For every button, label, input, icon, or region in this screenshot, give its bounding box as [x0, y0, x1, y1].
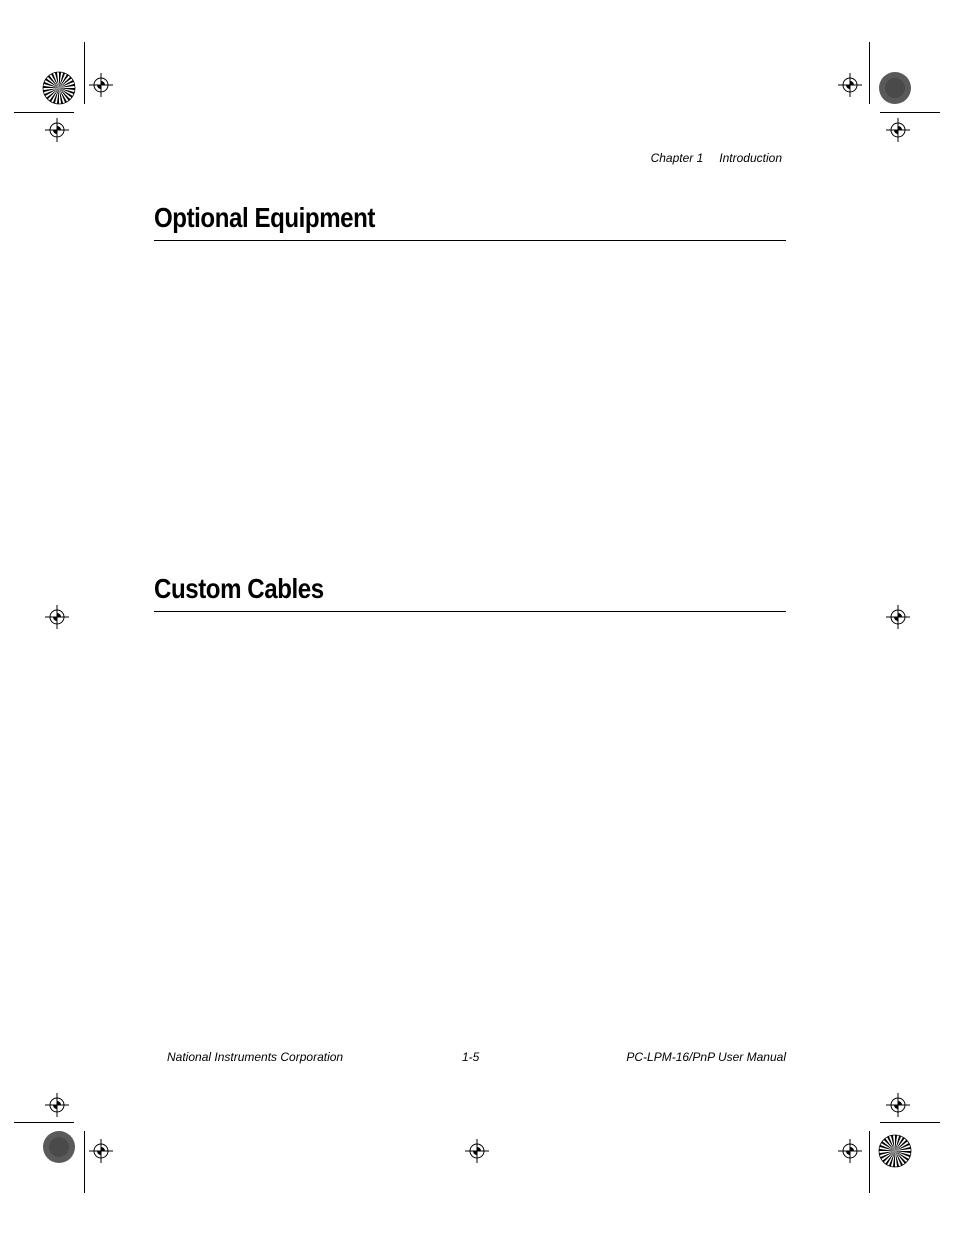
chapter-title: Introduction	[719, 151, 782, 165]
crop-mark	[14, 1122, 74, 1123]
registration-mark-icon	[45, 1093, 69, 1117]
registration-mark-icon	[886, 605, 910, 629]
crop-mark	[84, 42, 85, 104]
gray-target-icon	[43, 1131, 75, 1163]
registration-mark-icon	[886, 118, 910, 142]
registration-mark-icon	[89, 73, 113, 97]
section-heading-custom-cables: Custom Cables	[154, 573, 324, 604]
star-target-icon	[879, 1135, 911, 1167]
gray-target-icon	[879, 72, 911, 104]
crop-mark	[880, 112, 940, 113]
crop-mark	[869, 1131, 870, 1193]
registration-mark-icon	[45, 118, 69, 142]
registration-mark-icon	[886, 1093, 910, 1117]
footer-page-number: 1-5	[462, 1050, 480, 1064]
crop-mark	[14, 112, 74, 113]
crop-mark	[869, 42, 870, 104]
registration-mark-icon	[45, 605, 69, 629]
crop-mark	[880, 1122, 940, 1123]
registration-mark-icon	[838, 1139, 862, 1163]
footer-company: National Instruments Corporation	[167, 1050, 344, 1064]
registration-mark-icon	[465, 1139, 489, 1163]
running-head	[651, 151, 782, 165]
footer-manual-title: PC-LPM-16/PnP User Manual	[626, 1050, 786, 1064]
section-rule	[154, 611, 786, 612]
chapter-number: Chapter 1	[650, 151, 704, 165]
section-rule	[154, 240, 786, 241]
crop-mark	[84, 1131, 85, 1193]
section-heading-optional-equipment: Optional Equipment	[154, 202, 376, 233]
registration-mark-icon	[89, 1139, 113, 1163]
star-target-icon	[43, 72, 75, 104]
registration-mark-icon	[838, 73, 862, 97]
